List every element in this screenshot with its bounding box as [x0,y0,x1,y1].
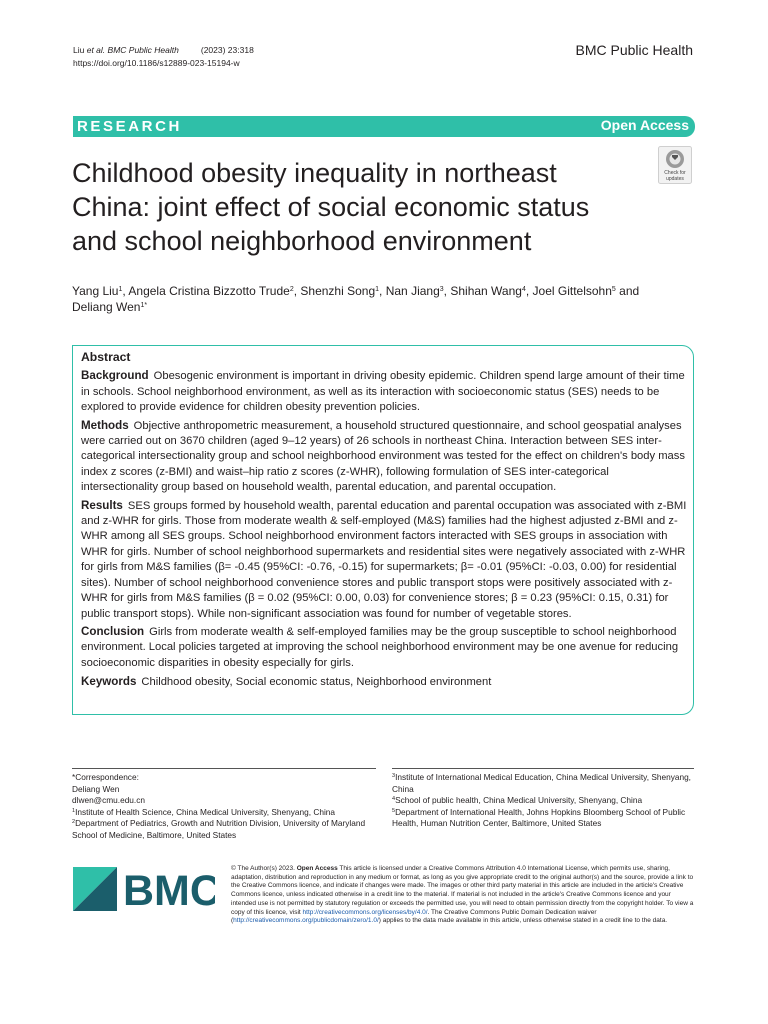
license-url-2[interactable]: http://creativecommons.org/publicdomain/zero/1.0/ [233,917,379,925]
background-label: Background [81,369,149,383]
year-volume: (2023) 23:318 [200,45,254,55]
footnote-divider-left [72,768,376,769]
abstract [81,350,687,693]
license-text-1: This article is licensed under a Creative Commons Attribution 4.0 International License, which permits use, sharing, adaptation, distribution and reproduction in any medium or format, as long as you give appropriate credit to the original author(s) and the source, provide a link to the Creative Commons licence, and indicate if changes were made. The images or other third party material in this article are included in the article's Creative Commons licence, unless indicated otherwise in a credit line to the material. If material is not included in the article's Creative Commons licence and your intended use is not permitted by statutory regulation or exceeds the permitted use, you will need to obtain permission directly from the copyright holder. To view a copy of this licence, visit [231,865,694,916]
author-aff: 1 [118,286,123,293]
background-text: Obesogenic environment is important in driving obesity epidemic. Children spend large amount of their time in schools. School neighborhood environment, as well as its interaction with socioeconomic status (SES) needs to be explored to provide evidence for children obesity prevention policies. [81,370,685,414]
methods-label: Methods [81,418,129,432]
bmc-logo [73,867,215,911]
abstract-keywords [81,674,687,690]
footnote-divider-right [392,768,694,769]
correspondence-email[interactable]: dlwen@cmu.edu.cn [72,795,145,806]
open-access-label: Open Access [600,117,689,133]
author-short: Liu [73,45,85,55]
conclusion-label: Conclusion [81,624,145,638]
affiliation-1: $^1$Institute of Health Science, China Medical University, Shenyang, China [72,806,336,817]
abstract-results [81,498,687,622]
abstract-methods [81,418,687,496]
author: Shenzhi Song [300,284,376,298]
journal-name: BMC Public Health [575,42,693,58]
abstract-conclusion [81,624,687,671]
article-type-label: RESEARCH [77,118,182,135]
author-list: Yang Liu$^1$, Angela Cristina Bizzotto Trude$^2$, Shenzhi Song$^1$, Nan Jiang$^3$, Shihan Wang$^4$, Joel Gittelsohn$^5$ and Deliang Wen$^{1*}$ [72,284,640,314]
license-url-1[interactable]: http://creativecommons.org/licenses/by/4.0/ [302,908,428,916]
et-al: et al. [86,45,106,55]
footnotes-left [72,772,376,842]
keywords-label: Keywords [81,675,137,689]
authors-and: and [619,284,640,298]
journal-short: BMC Public Health [107,45,179,55]
author: Shihan Wang [450,284,522,298]
affiliation-3: $^3$Institute of International Medical Education, China Medical University, Shenyang, China [392,772,691,794]
bmc-logo-icon [73,867,215,911]
affiliation-4: $^4$School of public health, China Medical University, Shenyang, China [392,795,643,806]
results-label: Results [81,498,123,512]
check-for-updates-icon [658,146,692,184]
open-access-bold: Open Access [296,865,338,872]
keywords-text: Childhood obesity, Social economic status, Neighborhood environment [141,676,492,689]
footnotes-right [392,772,694,830]
affiliation-5-text: Department of International Health, Johns Hopkins Bloomberg School of Public Health, Human Nutrition Center, Baltimore, United States [392,806,686,829]
author-aff: 1 [375,286,380,293]
correspondence-label: *Correspondence: [72,772,139,782]
article-type-banner [73,116,695,137]
methods-text: Objective anthropometric measurement, a household structured questionnaire, and school geospatial analyses were carried out on 3670 children (aged 9–12 years) of 26 schools in northeast China. Interaction between SES inter-categorical intersectionality group and school neighborhood environment was tested for the effect on children's body mass index z scores (z-BMI) and waist–hip ratio z scores (z-WHR), following formulation of SES inter-categorical intersectionality group based on household wealth, parental education, and parental occupation. [81,419,685,494]
author: Yang Liu [72,284,119,298]
check-label-2: updates [666,176,684,182]
author-aff: 1* [140,302,148,309]
author-aff: 5 [611,286,616,293]
affiliation-2-text: Department of Pediatrics, Growth and Nutrition Division, University of Maryland School of Medicine, Baltimore, United States [72,818,366,840]
corresponding-author: Deliang Wen [72,783,120,794]
check-for-updates-badge[interactable] [658,146,692,184]
conclusion-text: Girls from moderate wealth & self-employed families may be the group susceptible to school neighborhood environment. Local policies targeted at improving the school neighborhood environment may be one avenue for reducing socioeconomic disparities in obesity especially for girls. [81,625,679,669]
affiliation-5: $^5$Department of International Health, Johns Hopkins Bloomberg School of Public Health, Human Nutrition Center, Baltimore, United States [392,806,686,829]
author-aff: 2 [289,286,294,293]
affiliation-4-text: School of public health, China Medical University, Shenyang, China [395,795,643,806]
check-label-1: Check for [664,170,686,176]
copyright: © The Author(s) 2023. [231,865,295,872]
affiliation-3-text: Institute of International Medical Education, China Medical University, Shenyang, China [392,772,691,794]
bmc-logo-text: BMC [123,867,215,911]
author: Deliang Wen [72,300,141,314]
author-aff: 3 [439,286,444,293]
abstract-heading: Abstract [81,350,131,364]
affiliation-1-text: Institute of Health Science, China Medical University, Shenyang, China [75,806,336,817]
results-text: SES groups formed by household wealth, parental education and parental occupation was associated with z-BMI and z-WHR for girls. Those from moderate wealth & self-employed (M&S) families had the highest adjusted z-BMI and z-WHR among all SES groups. School neighborhood environment factors interacted with SES groups in association with WHR for girls. Number of school neighborhood supermarkets and residential sites were negatively associated with z-WHR for girls from M&S families (β= -0.45 (95%CI: -0.76, -0.15) for supermarkets; β= -0.01 (95%CI: -0.03, 0.00) for residential sites). Number of school neighborhood convenience stores and public transport stops were positively associated with z-WHR for girls from M&S families (β = 0.02 (95%CI: 0.00, 0.03) for convenience stores; β = 0.23 (95%CI: 0.15, 0.31) for public transport stops). While non-significant association was found for number of vegetable stores. [81,499,687,620]
author: Joel Gittelsohn [532,284,612,298]
abstract-background [81,368,687,415]
author-aff: 4 [521,286,526,293]
citation-header [73,44,254,70]
license-text-3: ) applies to the data made available in this article, unless otherwise stated in a credit line to the data. [378,917,668,925]
affiliation-2: $^2$Department of Pediatrics, Growth and Nutrition Division, University of Maryland School of Medicine, Baltimore, United States [72,818,366,840]
article-title: Childhood obesity inequality in northeast China: joint effect of social economic status and school neighborhood environment [72,158,590,256]
author: Angela Cristina Bizzotto Trude [128,284,290,298]
doi-link[interactable]: https://doi.org/10.1186/s12889-023-15194-w [73,58,240,68]
license-notice [231,865,694,926]
license-text-2: . The Creative Commons Public Domain Dedication waiver ( [231,908,597,925]
author: Nan Jiang [385,284,440,298]
